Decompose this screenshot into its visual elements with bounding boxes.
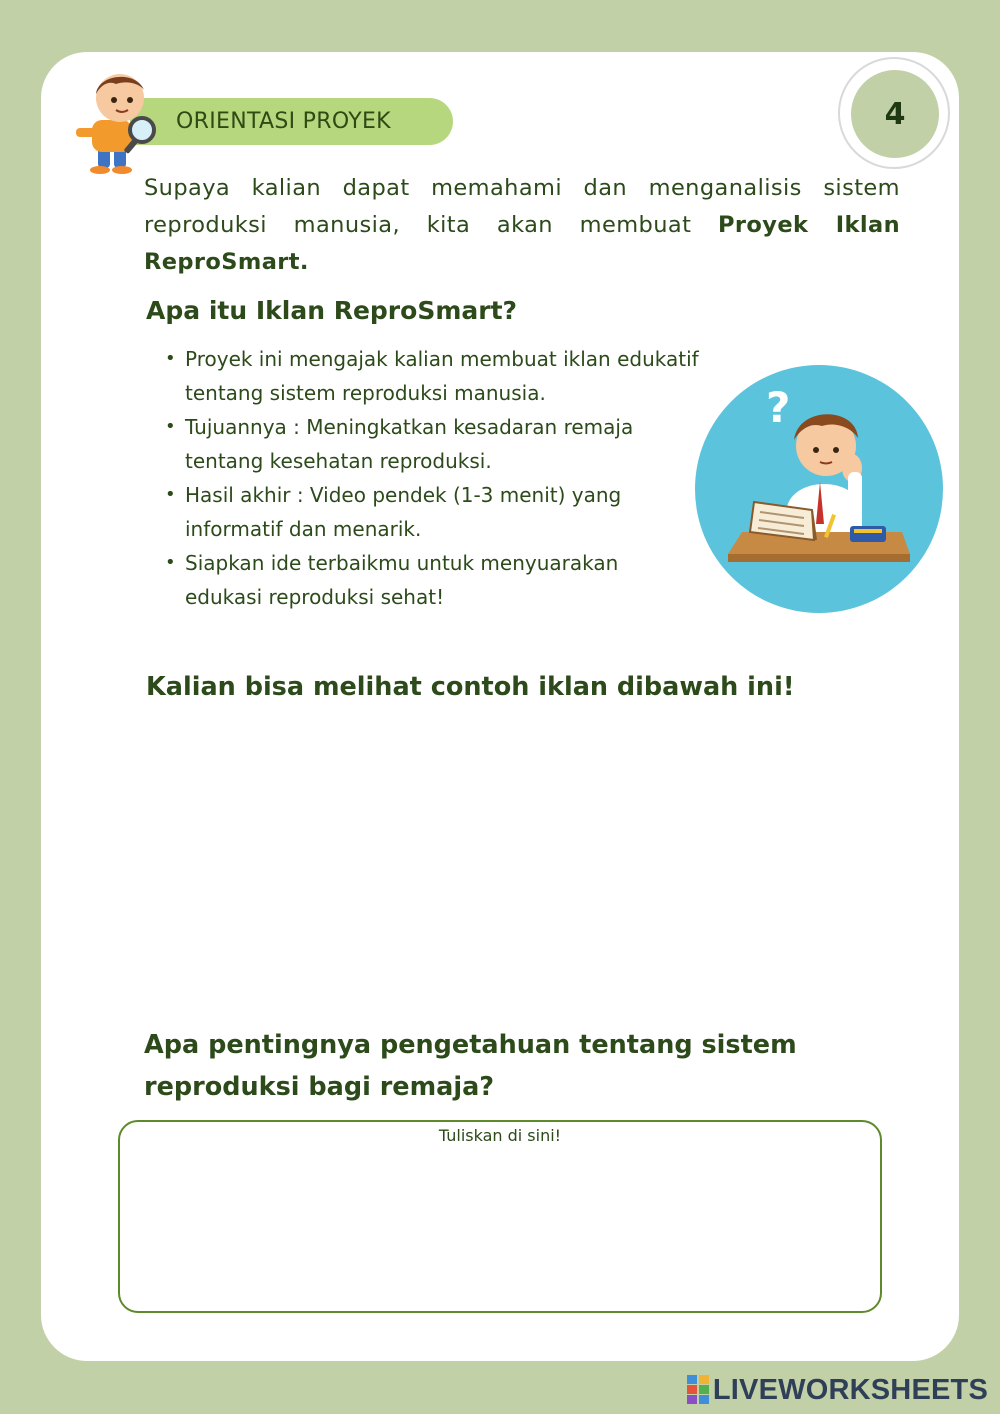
brand-name: LIVEWORKSHEETS: [712, 1373, 988, 1406]
intro-text: Supaya kalian dapat memahami dan menganalisis sistem reproduksi manusia, kita akan membuat: [144, 175, 900, 238]
bullet-list: [160, 342, 700, 614]
answer-textbox[interactable]: [118, 1120, 882, 1313]
intro-highlight: Proyek Iklan ReproSmart.: [144, 212, 900, 275]
list-item: • Proyek ini mengajak kalian membuat iklan edukatif tentang sistem reproduksi manusia.: [160, 342, 700, 410]
answer-placeholder: Tuliskan di sini!: [438, 1126, 562, 1145]
page-number: 4: [851, 70, 939, 158]
list-item: • Tujuannya : Meningkatkan kesadaran remaja tentang kesehatan reproduksi.: [160, 410, 700, 478]
brand-footer: [687, 1373, 988, 1407]
section-label: ORIENTASI PROYEK: [130, 98, 453, 145]
what-heading: Apa itu Iklan ReproSmart?: [146, 296, 518, 325]
svg-text:?: ?: [766, 383, 791, 432]
magnifier-boy-icon: [70, 68, 170, 178]
studying-student-illustration: [694, 364, 944, 614]
question-heading: Apa pentingnya pengetahuan tentang sistem reproduksi bagi remaja?: [144, 1030, 797, 1102]
intro-paragraph: [144, 170, 900, 281]
example-heading: Kalian bisa melihat contoh iklan dibawah ini!: [146, 672, 795, 702]
list-item: • Siapkan ide terbaikmu untuk menyuarakan edukasi reproduksi sehat!: [160, 546, 700, 614]
list-item: • Hasil akhir : Video pendek (1-3 menit) yang informatif dan menarik.: [160, 478, 700, 546]
liveworksheets-logo-icon: [687, 1375, 709, 1405]
